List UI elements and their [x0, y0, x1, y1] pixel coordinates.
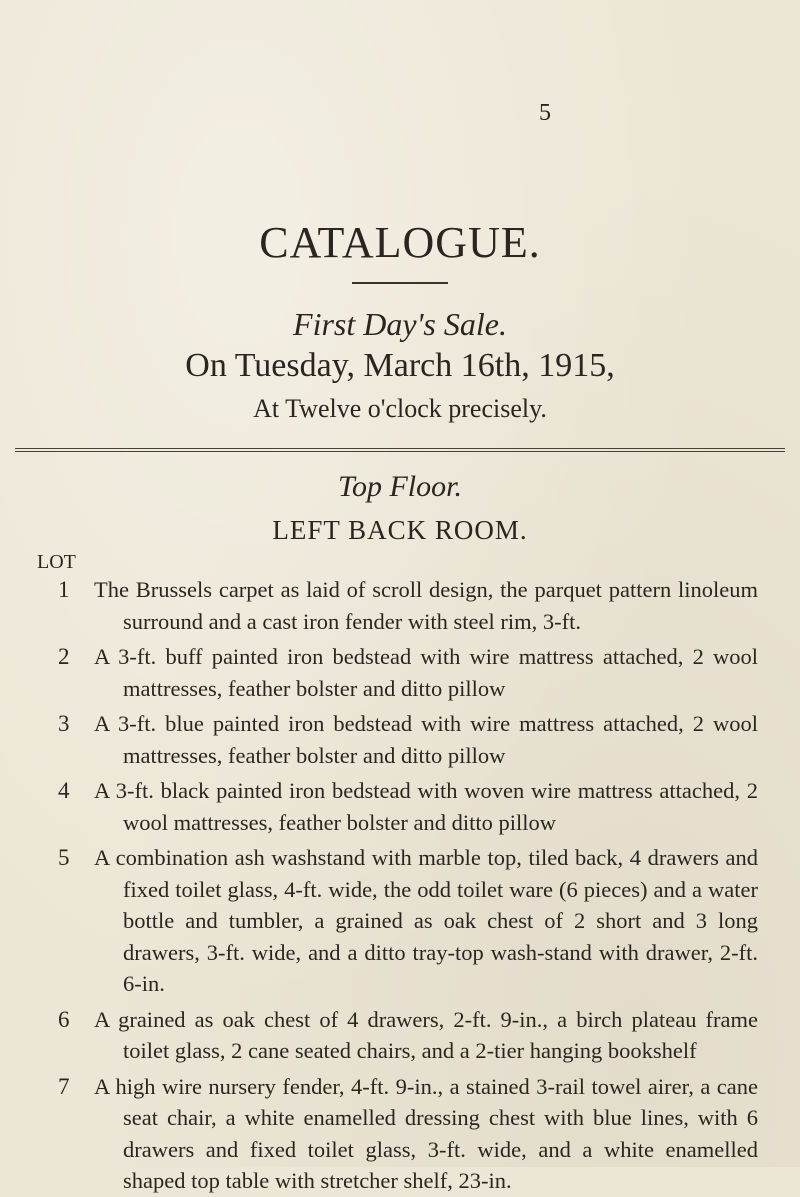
lot-description: A high wire nursery fender, 4-ft. 9-in., a stained 3-rail towel airer, a cane seat chair, a white enamelled dressing chest with blue lines, with 6 drawers and fixed toilet glass, 3-ft. wide, and a white enamelled shaped top table with stretcher shelf, 23-in. [94, 1073, 758, 1193]
lot-description: A 3-ft. black painted iron bedstead with woven wire mattress attached, 2 wool mattresses, feather bolster and ditto pillow [94, 778, 758, 835]
sale-date: On Tuesday, March 16th, 1915, [185, 347, 615, 384]
lot-number: 3 [58, 711, 70, 736]
lot-description: The Brussels carpet as laid of scroll design, the parquet pattern linoleum surround and a cast iron fender with steel rim, 3-ft. [94, 577, 758, 634]
page-number: 5 [539, 100, 551, 126]
lot-number: 5 [58, 845, 70, 870]
floor-title: Top Floor. [338, 470, 462, 503]
lot-description: A grained as oak chest of 4 drawers, 2-ft. 9-in., a birch plateau frame toilet glass, 2 cane seated chairs, and a 2-tier hanging bookshelf [94, 1006, 758, 1063]
section-divider [15, 448, 785, 452]
sale-time: At Twelve o'clock precisely. [253, 394, 547, 423]
lot-description: A combination ash washstand with marble top, tiled back, 4 drawers and fixed toilet glass, 4-ft. wide, the odd toilet ware (6 pieces) and a water bottle and tumbler, a grained as oak chest of 2 short and 3 long drawers, 3-ft. wide, and a ditto tray-top wash-stand with drawer, 2-ft. 6-in. [94, 845, 758, 996]
lot-column-header: LOT [37, 551, 76, 573]
title-rule [352, 282, 448, 284]
room-title: LEFT BACK ROOM. [272, 515, 528, 545]
lot-number: 4 [58, 778, 70, 803]
lot-number: 6 [58, 1006, 70, 1032]
lot-description: A 3-ft. buff painted iron bedstead with wire mattress attached, 2 wool mattresses, feather bolster and ditto pillow [94, 644, 758, 701]
lot-description: A 3-ft. blue painted iron bedstead with wire mattress attached, 2 wool mattresses, feather bolster and ditto pillow [94, 711, 758, 768]
sale-title: First Day's Sale. [293, 306, 507, 342]
catalogue-title: CATALOGUE. [259, 218, 541, 267]
lot-number: 1 [58, 577, 70, 602]
lot-number: 2 [58, 644, 70, 669]
lot-number: 7 [58, 1073, 70, 1099]
